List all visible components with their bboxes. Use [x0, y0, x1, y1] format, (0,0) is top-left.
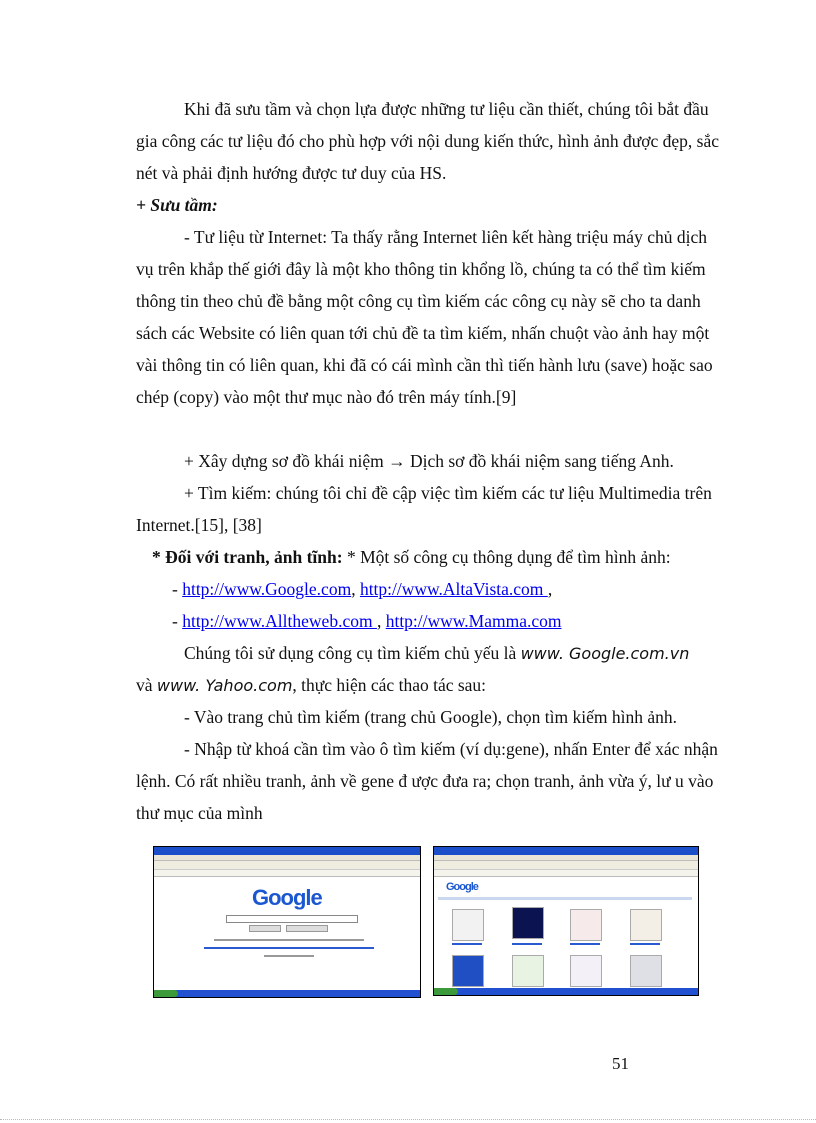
- intro-paragraph: Khi đã sưu tầm và chọn lựa được những tư liệu cần thiết, chúng tôi bắt đầu gia công các tư liệu đó cho phù hợp với nội dung kiến thức, hình ảnh được đẹp, sắc nét và phải định hướng được tư duy của HS.: [136, 99, 720, 183]
- links-row-1-suffix: ,: [547, 579, 553, 599]
- copyright-line: [264, 955, 314, 957]
- tools-text-c: , thực hiện các thao tác sau:: [292, 675, 487, 695]
- links-row-2: [172, 605, 732, 637]
- tools-text-a: Chúng tôi sử dụng công cụ tìm kiếm chủ yếu là: [184, 643, 521, 663]
- taskbar-2: [434, 988, 698, 995]
- google-logo: Google: [252, 885, 322, 910]
- lucky-button: [286, 925, 328, 932]
- tool-yahoo: www. Yahoo.com: [156, 676, 293, 695]
- tools-paragraph-2: [136, 669, 726, 702]
- tool-google: www. Google.com.vn: [520, 644, 690, 663]
- result-thumb-6: [512, 955, 544, 987]
- start-button-2: [434, 988, 458, 995]
- page-bottom-divider: [0, 1119, 816, 1120]
- search-button: [249, 925, 281, 932]
- google-logo-small: Google: [446, 881, 478, 893]
- window-toolbar-2: [434, 861, 698, 870]
- page-number: 51: [612, 1054, 629, 1073]
- link-altavista[interactable]: http://www.AltaVista.com: [359, 579, 548, 599]
- static-images-line: [152, 541, 732, 573]
- heading-collect: + Sưu tầm:: [136, 195, 218, 215]
- result-caption-4: [630, 943, 660, 945]
- window-address-bar: [154, 870, 420, 877]
- concept-map-line: + Xây dựng sơ đồ khái niệm → Dịch sơ đồ khái niệm sang tiếng Anh.: [184, 451, 674, 471]
- search-paragraph: + Tìm kiếm: chúng tôi chỉ đề cập việc tìm kiếm các tư liệu Multimedia trên Internet.[15], [38]: [136, 483, 712, 535]
- window-address-bar-2: [434, 870, 698, 877]
- link-mamma[interactable]: http://www.Mamma.com: [385, 611, 562, 631]
- start-button: [154, 990, 178, 997]
- links-row-2-prefix: -: [172, 611, 183, 631]
- link-alltheweb[interactable]: http://www.Alltheweb.com: [182, 611, 377, 631]
- links-row-1: [172, 573, 732, 605]
- result-thumb-4: [630, 909, 662, 941]
- search-box: [226, 915, 358, 923]
- links-row-1-sep: ,: [351, 579, 360, 599]
- links-row-1-prefix: -: [172, 579, 183, 599]
- result-thumb-1: [452, 909, 484, 941]
- window-titlebar-2: [434, 847, 698, 855]
- links-row-2-sep: ,: [376, 611, 386, 631]
- step-1: - Vào trang chủ tìm kiếm (trang chủ Google), chọn tìm kiếm hình ảnh.: [184, 707, 677, 727]
- result-thumb-3: [570, 909, 602, 941]
- result-thumb-2: [512, 907, 544, 939]
- tools-paragraph: [136, 637, 726, 670]
- internet-paragraph: - Tư liệu từ Internet: Ta thấy rằng Internet liên kết hàng triệu máy chủ dịch vụ trên khắp thế giới đây là một kho thông tin khổng lồ, chúng ta có thể tìm kiếm thông tin theo chủ đề bằng một công cụ tìm kiếm các công cụ này sẽ cho ta danh sách các Website có liên quan tới chủ đề ta tìm kiếm, nhấn chuột vào ảnh hay một vài thông tin có liên quan, khi đã có cái mình cần thì tiến hành lưu (save) hoặc sao chép (copy) vào một thư mục nào đó trên máy tính.[9]: [136, 227, 713, 407]
- static-images-label: * Đối với tranh, ảnh tĩnh:: [152, 547, 343, 567]
- result-thumb-8: [630, 955, 662, 987]
- static-images-rest: * Một số công cụ thông dụng để tìm hình ảnh:: [342, 547, 671, 567]
- results-bar: [438, 897, 692, 900]
- result-thumb-5: [452, 955, 484, 987]
- result-caption-3: [570, 943, 600, 945]
- google-images-screenshot: [433, 846, 699, 996]
- links-line: [204, 947, 374, 949]
- google-homepage-screenshot: [153, 846, 421, 998]
- result-caption-1: [452, 943, 482, 945]
- link-google[interactable]: http://www.Google.com: [182, 579, 352, 599]
- info-line: [214, 939, 364, 941]
- result-thumb-7: [570, 955, 602, 987]
- step-2: - Nhập từ khoá cần tìm vào ô tìm kiếm (ví dụ:gene), nhấn Enter để xác nhận lệnh. Có rất nhiều tranh, ảnh về gene đ ược đưa ra; chọn tranh, ảnh vừa ý, lư u vào thư mục của mình: [136, 739, 718, 823]
- tools-text-b: và: [136, 675, 157, 695]
- taskbar: [154, 990, 420, 997]
- window-toolbar: [154, 861, 420, 870]
- result-caption-2: [512, 943, 542, 945]
- window-titlebar: [154, 847, 420, 855]
